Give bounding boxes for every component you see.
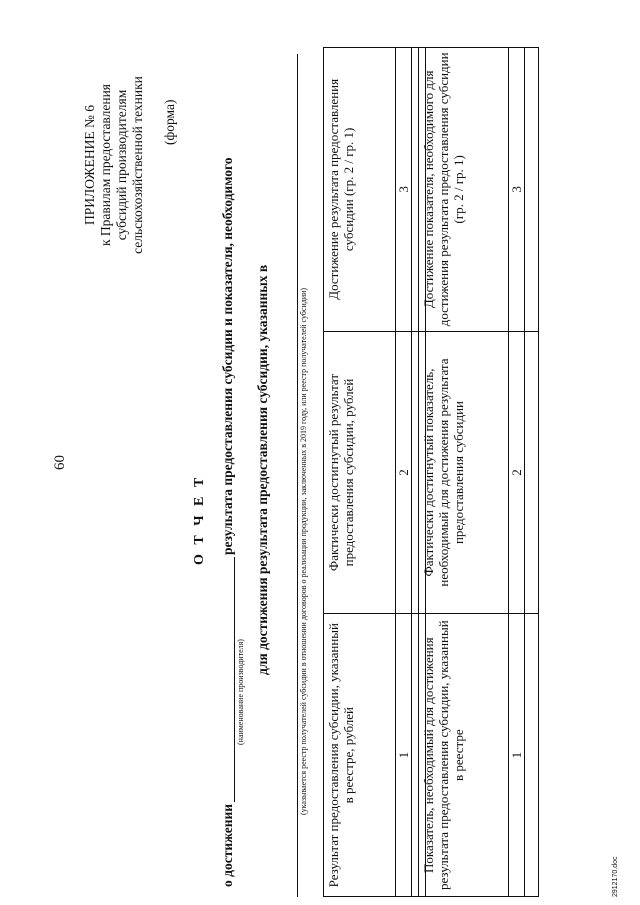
indicator-table — [418, 47, 539, 897]
table-header-cell: Фактически достигнутый показатель, необходимый для достижения результата предоставления субсидии — [419, 331, 509, 614]
form-label: (форма) — [162, 99, 177, 145]
table-header-cell: Достижение показателя, необходимого для достижения результата предоставления субсидии (гр. 2 / гр. 1) — [419, 48, 509, 332]
appendix-line: субсидий производителям — [114, 89, 129, 241]
table-header-row — [324, 48, 396, 897]
table-header-cell: Достижение результата предоставления субсидии (гр. 2 / гр. 1) — [324, 48, 396, 332]
column-number: 1 — [509, 614, 525, 897]
report-subtitle-line: результата предоставления субсидии и показателя, необходимого — [220, 157, 235, 555]
table-cell — [525, 48, 539, 332]
table-header-row — [419, 48, 509, 897]
table-header-cell: Показатель, необходимый для достижения результата предоставления субсидии, указанный в реестре — [419, 614, 509, 897]
appendix-line: к Правилам предоставления — [98, 83, 113, 247]
table-cell — [525, 614, 539, 897]
column-number: 2 — [509, 331, 525, 614]
appendix-block — [82, 35, 146, 295]
column-number: 2 — [396, 331, 412, 614]
report-title: О Т Ч Е Т — [192, 474, 207, 565]
registry-blank-line — [297, 54, 298, 897]
appendix-line: сельскохозяйственной техники — [130, 76, 145, 254]
report-about: о достижении — [220, 803, 235, 887]
column-number: 3 — [396, 48, 412, 332]
table-empty-row — [525, 48, 539, 897]
table-number-row — [509, 48, 525, 897]
table-header-cell: Результат предоставления субсидии, указанный в реестре, рублей — [324, 614, 396, 897]
column-number: 1 — [396, 614, 412, 897]
page-number: 60 — [52, 455, 68, 470]
manufacturer-blank-line — [234, 557, 235, 802]
report-subtitle-line: для достижения результата предоставления субсидии, указанных в — [255, 264, 270, 675]
result-table — [323, 47, 426, 897]
column-number: 3 — [509, 48, 525, 332]
table-number-row — [396, 48, 412, 897]
manufacturer-caption: (наименование производителя) — [236, 639, 245, 745]
table-cell — [525, 331, 539, 614]
document-footer: 2912170.doc — [612, 856, 619, 897]
appendix-title: ПРИЛОЖЕНИЕ № 6 — [82, 104, 97, 226]
table-header-cell: Фактически достигнутый результат предоставления субсидии, рублей — [324, 331, 396, 614]
registry-caption: (указывается реестр получателей субсидии в отношении договоров о реализации продукции, заключенных в 2019 году, или реестр получателей субсидии) — [299, 287, 308, 815]
